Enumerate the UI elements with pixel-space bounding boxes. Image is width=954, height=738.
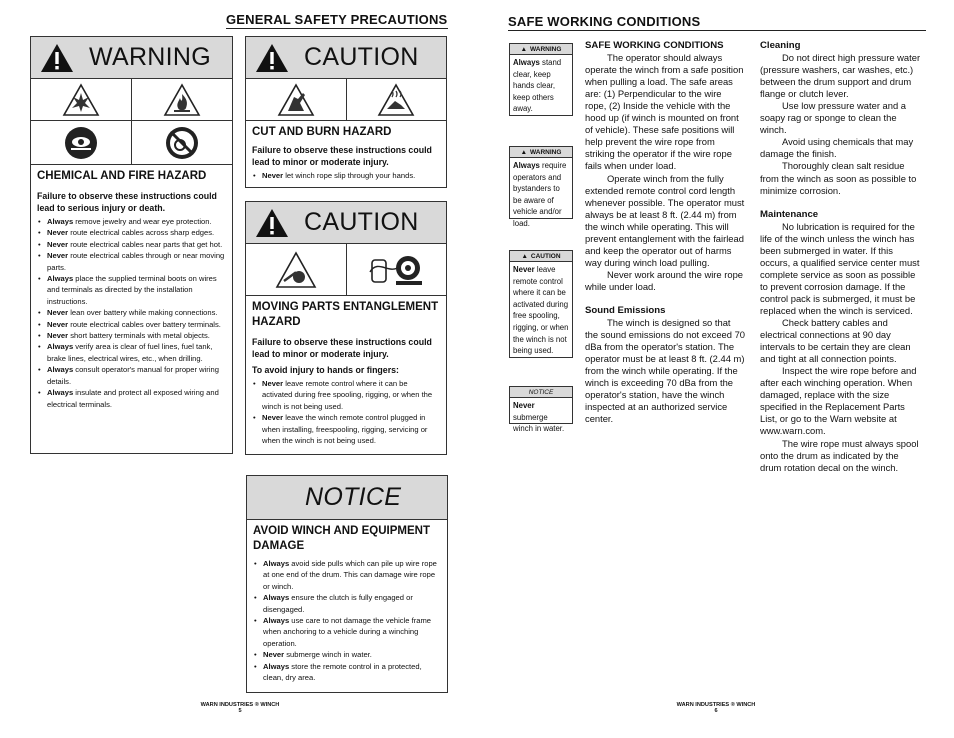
warning-triangle-icon (254, 42, 290, 74)
list-item: • Always use care to not damage the vehicle frame when anchoring to a vehicle during a winching operation. (253, 615, 441, 649)
explosion-hazard-icon (31, 79, 132, 120)
list-item: • Always place the supplied terminal boots on wires and terminals as directed by the installation instructions. (37, 273, 226, 307)
paragraph: The operator should always operate the winch from a safe position when pulling a load. The safe areas are: (1) Perpendicular to the wire rope, (2) Inside the vehicle with the hood up (if winch is mounted on front of vehicle). These safe positions will help prevent the wire rope from striking the operator if the wire rope fails when under load. (585, 52, 744, 172)
left-title-rule (226, 28, 448, 29)
caution-box-cut-burn (245, 36, 447, 188)
list-item: • Always store the remote control in a protected, clean, dry area. (253, 661, 441, 684)
caution-label: CAUTION (304, 43, 419, 71)
sidebar-warning-stand-clear (509, 43, 573, 116)
page-number: 6 (714, 708, 718, 714)
footer-brand: WARN INDUSTRIES ® WINCH (200, 702, 280, 708)
paragraph: The wire rope must always spool onto the drum as indicated by the drum rotation decal on the winch. (760, 437, 919, 473)
notice-header (247, 476, 447, 520)
eye-protection-icon (31, 121, 132, 164)
list-item: • Never submerge winch in water. (253, 649, 441, 660)
list-item: • Always verify area is clear of fuel lines, fuel tank, brake lines, electrical wires, etc., when drilling. (37, 341, 226, 364)
paragraph: Operate winch from the fully extended remote control cord length whenever possible. The operator must always be at least 8 ft. (2.44 m) from the winch while operating. This will prevent entanglement with the fairlead and keep the operator out of harms way during winch load pulling. (585, 172, 745, 268)
list-item: • Always ensure the clutch is fully engaged or disengaged. (253, 592, 441, 615)
right-title-rule (508, 30, 926, 31)
entanglement-hazard-icon (246, 244, 347, 295)
paragraph: Never work around the wire rope while under load. (585, 268, 744, 292)
list-item: • Never route electrical cables near parts that get hot. (37, 239, 226, 250)
caution-header (246, 37, 446, 79)
list-item: • Always consult operator's manual for proper wiring details. (37, 364, 226, 387)
entanglement-list (252, 378, 440, 446)
notice-box-equipment-damage (246, 475, 448, 693)
sidebar-warning-bystanders (509, 146, 573, 228)
cut-burn-pictograms (246, 79, 446, 121)
sidebar-warning-text: Always stand clear, keep hands clear, keep others away. (513, 58, 562, 114)
list-item: • Never route electrical cables across sharp edges. (37, 227, 226, 238)
entanglement-heading: MOVING PARTS ENTANGLEMENT HAZARD (252, 301, 439, 328)
list-item: • Always insulate and protect all exposed wiring and electrical terminals. (37, 387, 226, 410)
winch-drum-icon (347, 244, 447, 295)
hazard-pictograms-row-1 (31, 79, 232, 121)
paragraph: No lubrication is required for the life of the winch unless the winch has been submerged in water. If this occurs, a qualified service center must complete service as soon as possible to prevent corrosion damage. If the control pack is submerged, it must be replaced when the winch is serviced. (760, 220, 920, 316)
sidebar-caution-text: Never leave remote control where it can be activated during free spooling, rigging, or when the winch is not being used. (513, 265, 569, 356)
warning-box-chemical-fire (30, 36, 233, 454)
sidebar-warning-text: Always require operators and bystanders to be aware of vehicle and/or load. (513, 161, 567, 228)
entanglement-lead: To avoid injury to hands or fingers: (252, 365, 399, 375)
paragraph: Thoroughly clean salt residue from the winch as soon as possible to minimize corrosion. (760, 160, 917, 196)
caution-box-entanglement (245, 201, 447, 455)
list-item: • Never route electrical cables over battery terminals. (37, 319, 226, 330)
sidebar-notice-submerge (509, 386, 573, 434)
chemical-fire-heading: CHEMICAL AND FIRE HAZARD (37, 170, 207, 182)
list-item: • Never leave the winch remote control plugged in when installing, freespooling, rigging, servicing or when the winch is not being used. (252, 412, 440, 446)
paragraph: The winch is designed so that the sound emissions do not exceed 70 dBa from the operator's station. The operator must be at least 8 ft. (2.44 m) from the winch while operating. If the winch is exceeding 70 dBa from the operator's station, have the winch inspected at an authorized service center. (585, 317, 746, 425)
warning-triangle-icon: ▲ (520, 45, 527, 53)
right-column-1 (585, 40, 745, 425)
caution-label: CAUTION (304, 208, 419, 236)
paragraph: Inspect the wire rope before and after each winching operation. When damaged, replace with the size specified in the Replacement Parts List, or go to the Warn website at www.warn.com. (760, 365, 917, 437)
maintenance-heading: Maintenance (760, 208, 819, 220)
right-section-title: SAFE WORKING CONDITIONS (508, 14, 701, 29)
no-jewelry-icon (132, 121, 232, 164)
list-item: • Never route electrical cables through or near moving parts. (37, 250, 226, 273)
list-item: • Never leave remote control where it can be activated during free spooling, rigging, or when the winch is not being used. (252, 378, 440, 412)
sidebar-notice-text: Never submerge winch in water. (513, 401, 565, 434)
list-item: • Always avoid side pulls which can pile up wire rope at one end of the drum. This can damage wire rope or winch. (253, 558, 441, 592)
right-column-2 (760, 40, 922, 474)
cut-hazard-icon (246, 79, 347, 120)
equipment-damage-heading: AVOID WINCH AND EQUIPMENT DAMAGE (253, 525, 430, 552)
footer-brand: WARN INDUSTRIES ® WINCH (676, 702, 756, 708)
warning-triangle-icon (39, 42, 75, 74)
sidebar-warning-header: ▲ WARNING (510, 147, 572, 158)
right-footer (656, 702, 776, 714)
cut-burn-subheading: Failure to observe these instructions could lead to minor or moderate injury. (252, 145, 432, 167)
list-item: • Never let winch rope slip through your hands. (252, 170, 440, 181)
page-number: 5 (238, 708, 242, 714)
warning-label: WARNING (89, 43, 211, 71)
warning-triangle-icon (254, 207, 290, 239)
left-section-title: GENERAL SAFETY PRECAUTIONS (226, 12, 448, 27)
warning-header (31, 37, 232, 79)
entanglement-pictograms (246, 244, 446, 296)
notice-label: NOTICE (305, 483, 402, 511)
list-item: • Never lean over battery while making connections. (37, 307, 226, 318)
list-item: • Never short battery terminals with metal objects. (37, 330, 226, 341)
burn-hazard-icon (347, 79, 447, 120)
sound-emissions-heading: Sound Emissions (585, 304, 666, 316)
hazard-pictograms-row-2 (31, 121, 232, 165)
sidebar-warning-header: ▲ WARNING (510, 44, 572, 55)
cut-burn-list (252, 170, 440, 181)
fire-hazard-icon (132, 79, 232, 120)
safe-working-heading: SAFE WORKING CONDITIONS (585, 40, 724, 51)
sidebar-notice-header: NOTICE (510, 387, 572, 398)
paragraph: Avoid using chemicals that may damage the finish. (760, 136, 914, 160)
paragraph: Check battery cables and electrical connections at 90 day intervals to be certain they are clean and tight at all connection points. (760, 317, 911, 365)
entanglement-subheading: Failure to observe these instructions could lead to minor or moderate injury. (252, 337, 432, 359)
cleaning-heading: Cleaning (760, 40, 801, 51)
caution-header (246, 202, 446, 244)
warning-triangle-icon: ▲ (520, 148, 527, 156)
equipment-damage-list (253, 558, 441, 683)
sidebar-caution-header: ▲ CAUTION (510, 251, 572, 262)
sidebar-caution-remote (509, 250, 573, 358)
paragraph: Use low pressure water and a soapy rag or sponge to clean the winch. (760, 100, 907, 136)
cut-burn-heading: CUT AND BURN HAZARD (252, 126, 392, 138)
chemical-fire-list (37, 216, 226, 410)
left-footer (180, 702, 300, 714)
chemical-fire-subheading: Failure to observe these instructions could lead to serious injury or death. (37, 191, 217, 213)
warning-triangle-icon: ▲ (521, 252, 528, 260)
list-item: • Always remove jewelry and wear eye protection. (37, 216, 226, 227)
paragraph: Do not direct high pressure water (pressure washers, car washes, etc.) between the drum support and drum flange or clutch lever. (760, 52, 921, 100)
